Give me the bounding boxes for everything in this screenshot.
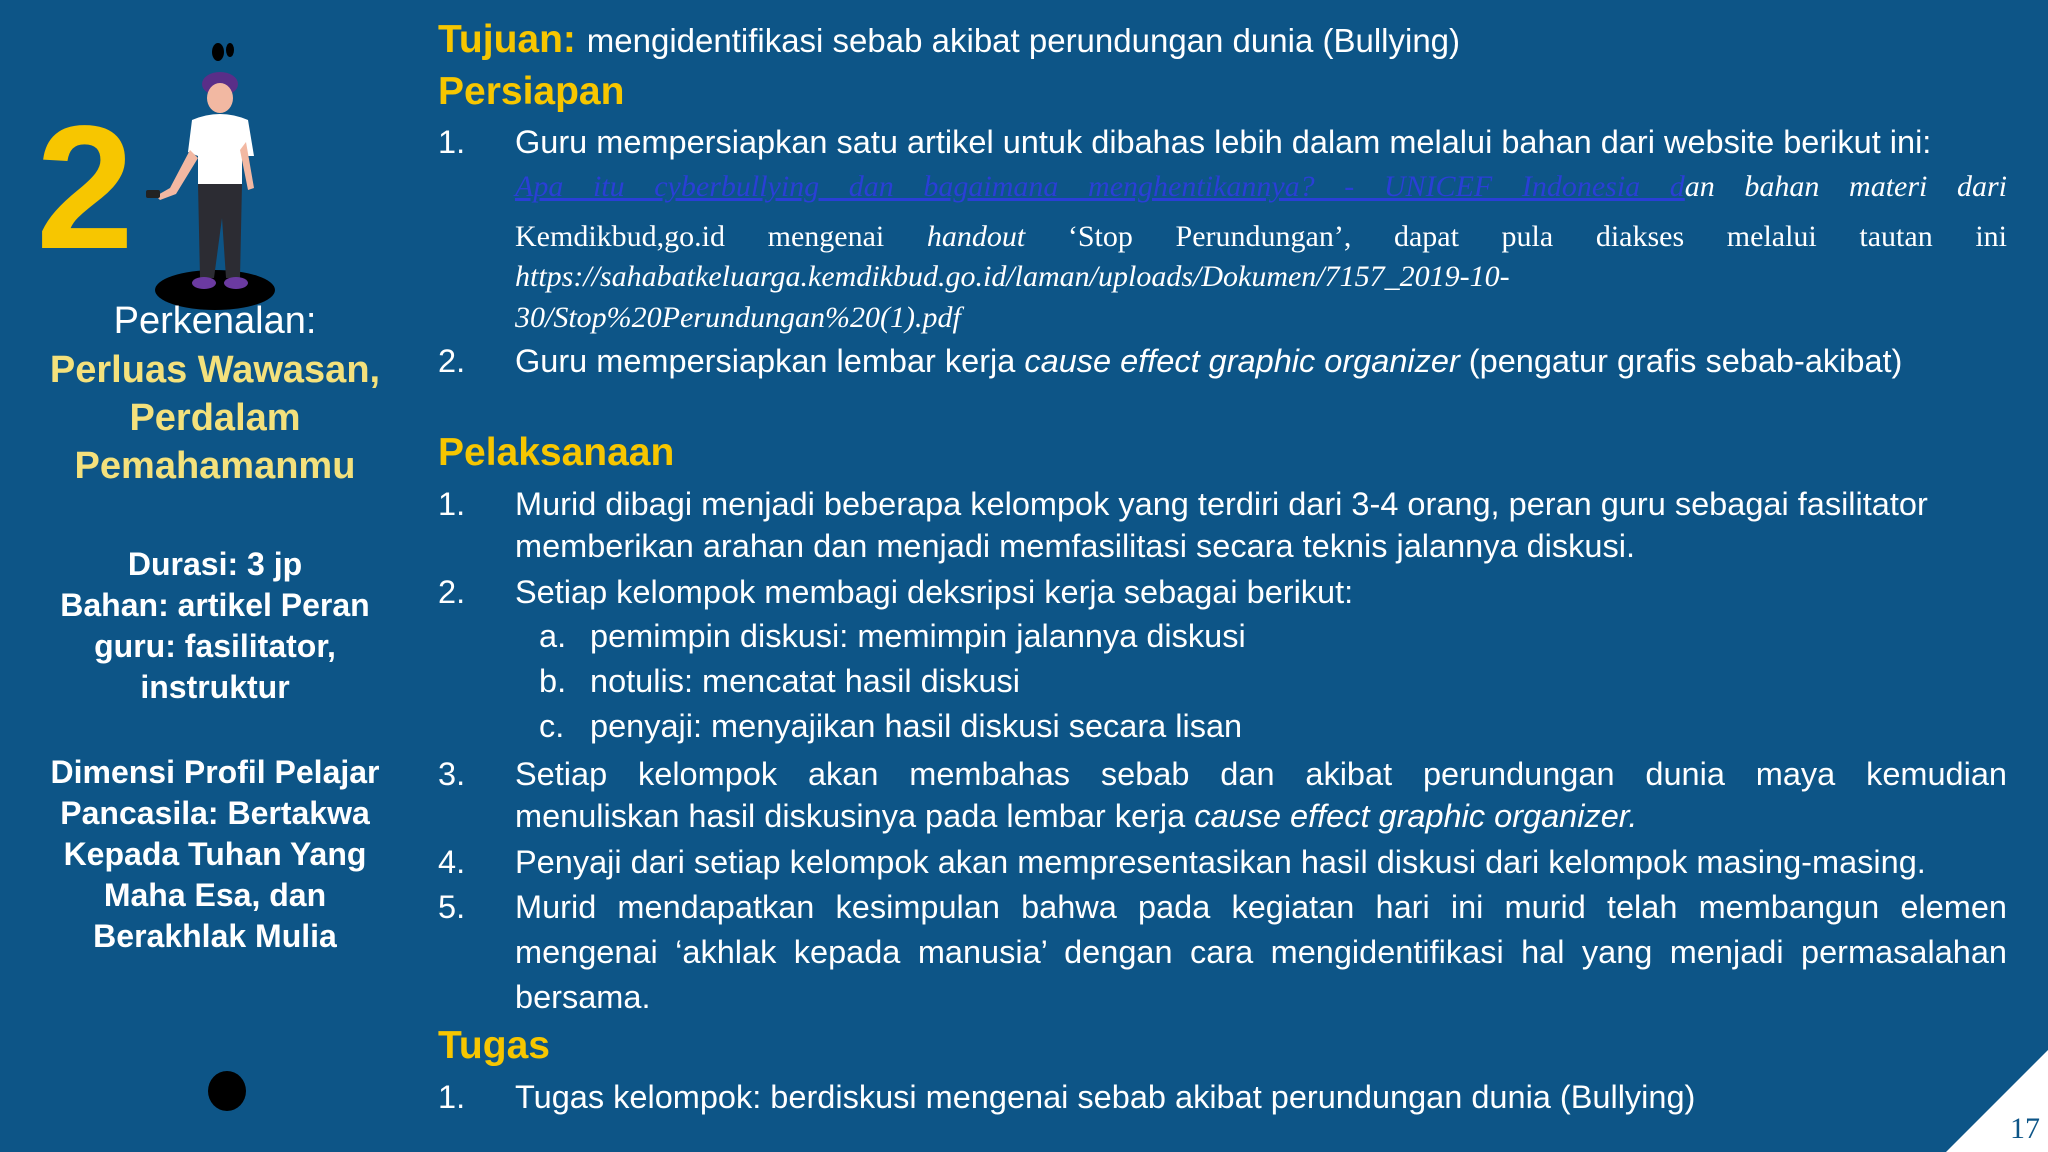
- section-number: 2: [36, 90, 134, 286]
- italic-term: cause effect graphic organizer: [1024, 343, 1460, 379]
- dimensi-line: Kepada Tuhan Yang: [63, 836, 367, 872]
- item-line: [515, 215, 2007, 258]
- line-text: menuliskan hasil diskusinya pada lembar kerja: [515, 798, 1186, 834]
- subitem-a: [539, 618, 1246, 655]
- tugas-item-1: [438, 1076, 2003, 1120]
- intro-label: Perkenalan:: [113, 300, 317, 342]
- tujuan-text: mengidentifikasi sebab akibat perundungan dunia (Bullying): [586, 22, 1461, 59]
- page-number: 17: [2010, 1112, 2040, 1145]
- item-line: Murid dibagi menjadi beberapa kelompok yang terdiri dari 3-4 orang, peran guru sebagai fasilitator: [515, 486, 1928, 522]
- figure-shoe-right: [224, 277, 248, 289]
- pelaksanaan-item-3: [438, 753, 2007, 839]
- meta-line: instruktur: [140, 669, 290, 705]
- profile-dimension-info: [20, 752, 410, 957]
- figure-phone: [146, 190, 160, 198]
- item-line: Setiap kelompok akan membahas sebab dan akibat perundungan dunia maya kemudian: [515, 756, 2007, 792]
- tugas-heading: Tugas: [438, 1024, 550, 1067]
- persiapan-item-1: [438, 121, 2008, 341]
- subitem-c: [539, 708, 1242, 745]
- intro-title-line: Perluas Wawasan,: [49, 349, 381, 391]
- link-continuation: an bahan materi dari: [1684, 170, 2007, 203]
- item-line: mengenai ‘akhlak kepada manusia’ dengan cara mengidentifikasi hal yang menjadi permasalahan: [515, 934, 2007, 970]
- pelaksanaan-item-2: [438, 571, 2003, 615]
- item-number: 1.: [438, 1079, 466, 1115]
- line-text: Guru mempersiapkan lembar kerja: [515, 343, 1016, 379]
- tujuan-heading: [438, 18, 1460, 62]
- figure-legs: [198, 184, 242, 278]
- meta-line: Durasi: 3 jp: [127, 546, 303, 582]
- pdf-url-line-2[interactable]: 30/Stop%20Perundungan%20(1).pdf: [515, 301, 961, 334]
- line-text: (pengatur grafis sebab-akibat): [1468, 343, 1903, 379]
- subitem-b: [539, 663, 1020, 700]
- intro-title-line: Perdalam: [129, 397, 301, 439]
- item-line: Penyaji dari setiap kelompok akan mempresentasikan hasil diskusi dari kelompok masing-masing.: [515, 844, 1926, 880]
- subitem-letter: b.: [539, 663, 567, 699]
- dimensi-line: Dimensi Profil Pelajar: [50, 754, 380, 790]
- pdf-url-line-1[interactable]: https://sahabatkeluarga.kemdikbud.go.id/laman/uploads/Dokumen/7157_2019-10-: [515, 260, 1510, 293]
- meta-line: guru: fasilitator,: [94, 628, 336, 664]
- persiapan-item-2: [438, 340, 2003, 384]
- item-number: 1.: [438, 486, 466, 522]
- subitem-letter: a.: [539, 618, 567, 654]
- dimensi-line: Maha Esa, dan: [103, 877, 327, 913]
- dimensi-line: Pancasila: Bertakwa: [60, 795, 370, 831]
- subitem-text: notulis: mencatat hasil diskusi: [590, 663, 1020, 699]
- item-line: [515, 795, 2007, 838]
- duration-material-info: [20, 544, 410, 708]
- intro-title: [20, 346, 410, 490]
- item-number: 1.: [438, 124, 466, 160]
- item-line: bersama.: [515, 979, 651, 1015]
- decorative-dot: [208, 1071, 246, 1111]
- pelaksanaan-item-1: [438, 483, 2003, 569]
- item-line: memberikan arahan dan menjadi memfasilitasi secara teknis jalannya diskusi.: [515, 528, 1635, 564]
- intro-title-line: Pemahamanmu: [74, 445, 356, 487]
- subitem-letter: c.: [539, 708, 565, 744]
- persiapan-heading: Persiapan: [438, 70, 625, 113]
- figure-hair-bun-side: [226, 43, 234, 57]
- item-line: [515, 340, 2007, 383]
- person-illustration: [130, 38, 290, 318]
- item-number: 4.: [438, 844, 466, 880]
- item-number: 5.: [438, 889, 466, 925]
- unicef-article-link[interactable]: Apa itu cyberbullying dan bagaimana menghentikannya? - UNICEF Indonesia d: [515, 170, 1685, 203]
- meta-line: Bahan: artikel Peran: [60, 587, 370, 623]
- figure-arm-left: [156, 150, 198, 200]
- item-line: Setiap kelompok membagi deksripsi kerja sebagai berikut:: [515, 574, 1354, 610]
- pelaksanaan-item-4: [438, 841, 2003, 885]
- italic-term: cause effect graphic organizer.: [1194, 798, 1638, 834]
- figure-head: [207, 83, 233, 113]
- subitem-text: penyaji: menyajikan hasil diskusi secara lisan: [590, 708, 1243, 744]
- subitem-text: pemimpin diskusi: memimpin jalannya diskusi: [590, 618, 1246, 654]
- handout-word: handout: [926, 220, 1026, 253]
- figure-hair-bun-top: [212, 43, 224, 61]
- item-line: Tugas kelompok: berdiskusi mengenai sebab akibat perundungan dunia (Bullying): [515, 1079, 1696, 1115]
- item-line: [515, 165, 2007, 208]
- item-number: 2.: [438, 574, 466, 610]
- pelaksanaan-item-5: [438, 886, 2007, 1016]
- line-text: ‘Stop Perundungan’, dapat pula diakses melalui tautan ini: [1067, 220, 2008, 253]
- dimensi-line: Berakhlak Mulia: [93, 918, 337, 954]
- item-line: Guru mempersiapkan satu artikel untuk dibahas lebih dalam melalui bahan dari website berikut ini:: [515, 124, 1932, 160]
- pelaksanaan-heading: Pelaksanaan: [438, 431, 675, 474]
- item-number: 3.: [438, 756, 466, 792]
- item-number: 2.: [438, 343, 466, 379]
- line-text: Kemdikbud,go.id mengenai: [515, 220, 885, 253]
- tujuan-label: Tujuan:: [438, 18, 576, 61]
- sidebar: [0, 0, 430, 1152]
- item-line: Murid mendapatkan kesimpulan bahwa pada kegiatan hari ini murid telah membangun elemen: [515, 889, 2007, 925]
- figure-shoe-left: [192, 277, 216, 289]
